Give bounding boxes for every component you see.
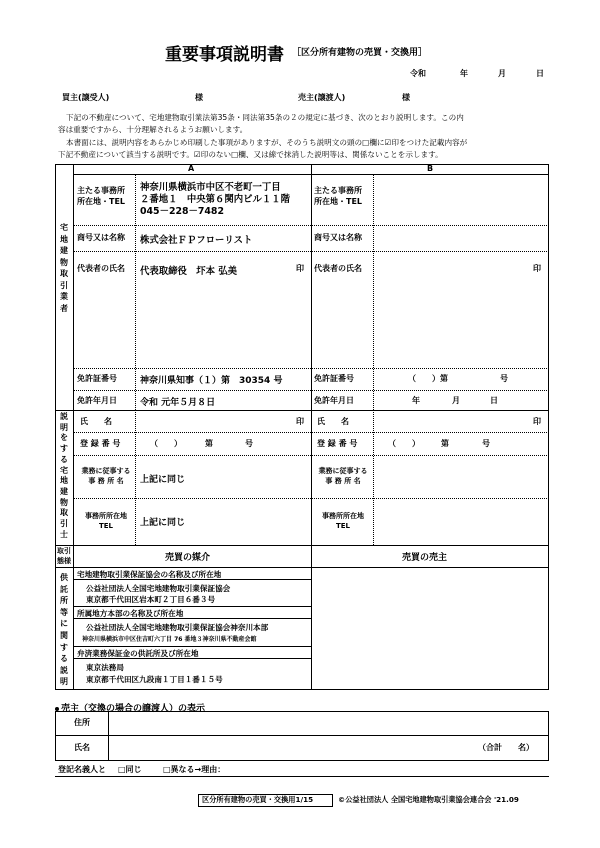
deposit-value-1a: 公益社団法人全国宅地建物取引業保証協会 [86,584,231,593]
seller-label: 売主(譲渡人) [298,93,346,102]
date-year: 年 [460,69,468,78]
footer-copyright: ©公益社団法人 全国宅地建物取引業協会連合会 '21.09 [338,795,519,804]
deposit-heading-2: 所属地方本部の名称及び所在地 [77,609,184,618]
registry-label: 登記名義人と [58,765,106,774]
rep-label-a: 代表者の氏名 [77,264,125,273]
license-date-label-a: 免許年月日 [77,396,117,405]
license-label-a: 免許証番号 [77,374,117,383]
agent-office-name-label-b: 業務に従事する 事 務 所 名 [318,467,368,485]
broker-col-a: A [188,164,195,173]
page-subtitle: ［区分所有建物の売買・交換用］ [292,48,428,58]
agent-reg-a-3: 号 [245,439,253,448]
agent-name-label-a: 氏 名 [80,417,112,426]
agent-reg-label-a: 登 録 番 号 [80,439,121,448]
agent-office-name-label-a: 業務に従事する 事 務 所 名 [81,467,131,485]
intro-line-2: 容は重要ですから、十分理解されるようお願いします。 [58,125,248,134]
rep-value-a: 代表取締役 圷本 弘美 [140,266,238,277]
intro-line-4: 下記不動産について該当する説明です。☑印のない□欄、又は線で抹消した説明等は、関係ないことを示します。 [58,150,443,159]
deposit-heading-1: 宅地建物取引業保証協会の名称及び所在地 [77,570,222,579]
page-title: 重要事項説明書 [165,45,284,65]
office-value-a: 神奈川県横浜市中区不老町一丁目 ２番地１ 中央第６関内ビル１１階 045－228－7482 [140,182,291,217]
license-date-label-b: 免許年月日 [314,396,354,405]
buyer-label: 買主(譲受人) [62,93,110,102]
office-label-a: 主たる事務所 所在地・TEL [77,186,126,206]
rep-label-b: 代表者の氏名 [314,264,362,273]
license-date-b-year: 年 [412,396,420,405]
intro-line-3: 本書面には、説明内容をあらかじめ印刷した事項がありますが、そのうち説明文の頭の□欄に☑印をつけた記載内容が [66,138,468,147]
license-date-b-month: 月 [452,396,460,405]
footer-form-name: 区分所有建物の売買・交換用1/15 [202,795,314,804]
license-value-b-1: （ ）第 [408,374,448,383]
company-name-value-a: 株式会社ＦＰフローリスト [140,235,253,246]
date-era: 令和 [410,69,426,78]
date-day: 日 [536,69,544,78]
deposit-value-1b: 東京都千代田区岩本町２丁目６番３号 [86,595,216,604]
deal-value-b: 売買の売主 [402,553,448,563]
company-name-label-a: 商号又は名称 [77,233,125,242]
deposit-value-3b: 東京都千代田区九段南１丁目１番１５号 [86,675,223,684]
license-label-b: 免許証番号 [314,374,354,383]
seal-rep-a: 印 [296,264,304,273]
agent-reg-a-2: 第 [205,439,213,448]
buyer-suffix: 様 [195,93,203,102]
seller-display-title: 売主（交換の場合の譲渡人）の表示 [55,701,205,714]
deposit-value-3a: 東京法務局 [86,663,124,672]
agent-office-name-value-a: 上記に同じ [140,475,186,485]
broker-col-b: B [427,164,434,173]
license-date-value-a: 令和 元年５月８日 [140,398,216,408]
license-value-a: 神奈川県知事（１）第 30354 号 [140,376,283,386]
license-value-b-2: 号 [500,374,508,383]
deposit-section-label: 供 託 所 等 に 関 す る 説 明 [60,573,68,687]
agent-reg-label-b: 登 録 番 号 [317,439,358,448]
seller-display-table [55,711,549,761]
deposit-value-2b: 神奈川県横浜市中区住吉町六丁目 76 番地３神奈川県不動産会館 [82,636,257,643]
deposit-value-2a: 公益社団法人全国宅地建物取引業保証協会神奈川本部 [86,623,269,632]
agent-reg-b-1: （ ） [388,439,420,448]
agent-office-addr-label-a: 事務所所在地 TEL [85,512,127,530]
office-label-b: 主たる事務所 所在地・TEL [314,186,363,206]
deposit-heading-3: 弁済業務保証金の供託所及び所在地 [77,649,199,658]
seller-name-label: 氏名 [74,743,90,752]
agent-name-label-b: 氏 名 [317,417,349,426]
broker-section-label: 宅 地 建 物 取 引 業 者 [60,223,68,313]
seller-count: （合計 名） [478,743,534,752]
agent-seal-a: 印 [296,417,304,426]
registry-same-checkbox[interactable]: □同じ [118,765,142,774]
deal-value-a: 売買の媒介 [165,553,211,563]
agent-office-addr-value-a: 上記に同じ [140,518,186,528]
agent-seal-b: 印 [533,417,541,426]
intro-line-1: 下記の不動産について、宅地建物取引業法第35条・同法第35条の２の規定に基づき、次のとおり説明します。この内 [66,113,464,122]
license-date-b-day: 日 [490,396,498,405]
date-month: 月 [498,69,506,78]
seller-suffix: 様 [402,93,410,102]
agent-reg-a-1: （ ） [150,439,182,448]
agent-office-addr-label-b: 事務所所在地 TEL [322,512,364,530]
agent-section-label: 説 明 を す る 宅 地 建 物 取 引 士 [60,412,68,539]
agent-reg-b-2: 第 [441,439,449,448]
agent-reg-b-3: 号 [482,439,490,448]
registry-diff-checkbox[interactable]: □異なる→理由： [163,765,226,774]
company-name-label-b: 商号又は名称 [314,233,362,242]
seal-rep-b: 印 [533,264,541,273]
seller-address-label: 住所 [74,718,90,727]
deal-label: 取引 態様 [57,547,71,565]
